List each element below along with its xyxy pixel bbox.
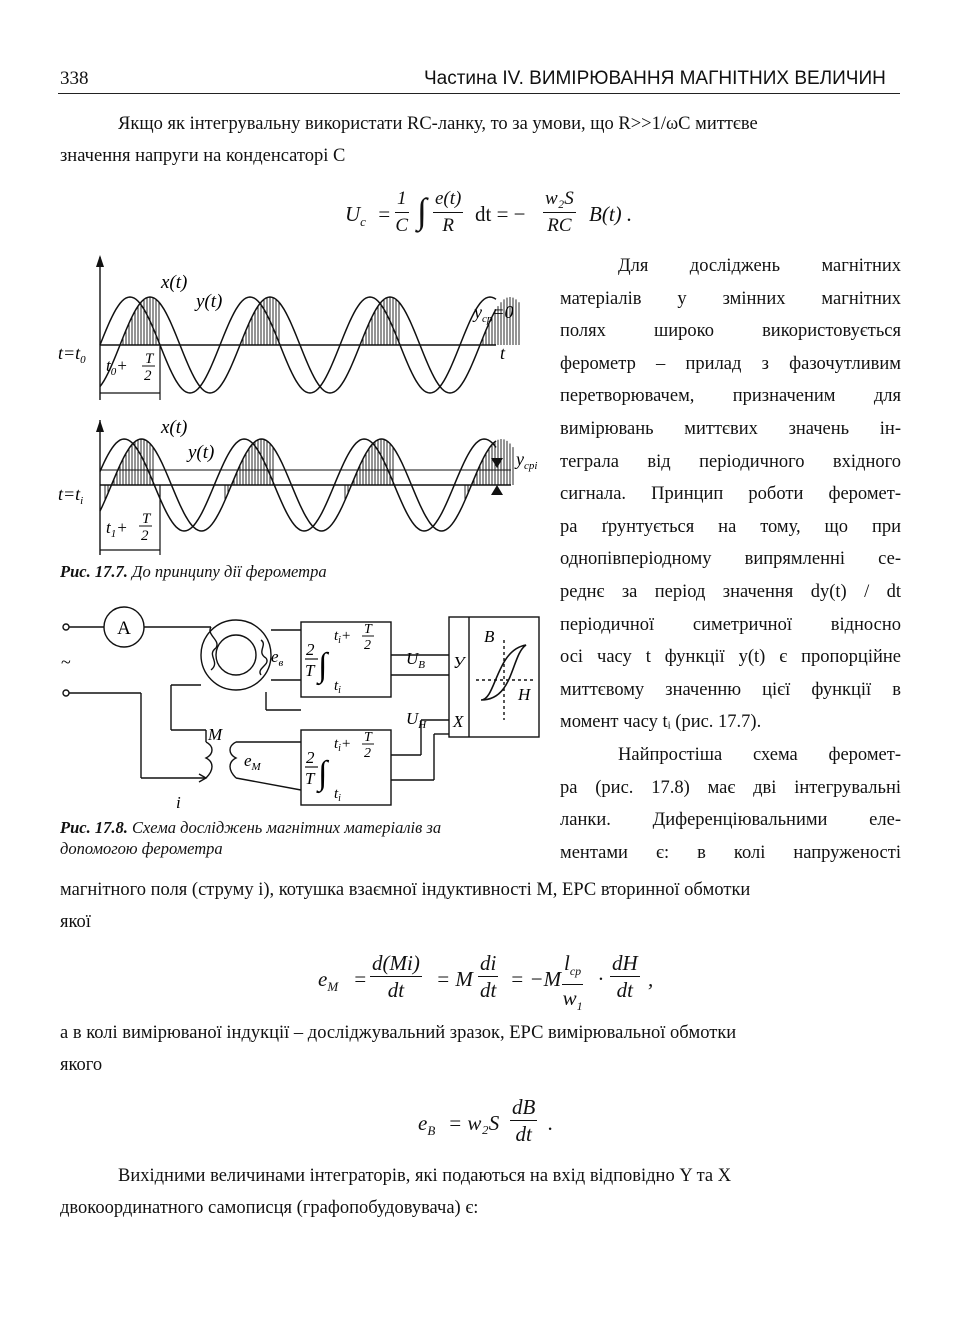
formula-uc-frac2-num: e(t)	[433, 186, 463, 213]
toroid-inner	[216, 635, 256, 675]
label-y-t-top: y(t)	[196, 291, 223, 312]
formula-uc-lhs-sub: c	[360, 214, 366, 230]
formula-em-frac3-num-sub: ср	[569, 964, 582, 979]
figure-17-8	[56, 600, 546, 815]
figure-17-8-caption-number: Рис. 17.8.	[60, 818, 128, 837]
formula-uc	[345, 186, 665, 246]
label-t-axis: t	[500, 343, 506, 363]
right-column-line: вимірювань миттєвих значень ін-	[560, 418, 901, 439]
top-int-two: 2	[364, 638, 371, 653]
formula-uc-dt: dt = −	[475, 202, 526, 226]
formula-em-frac3-den: w	[562, 986, 577, 1011]
formula-uc-rhs: B(t) .	[589, 202, 633, 226]
mid-text-line-1: а в колі вимірюваної індукції – досліджувальний зразок, ЕРС вимірювальної обмотки	[60, 1023, 737, 1043]
formula-em-frac2-den: dt	[480, 978, 497, 1002]
intro-line-1: Якщо як інтегрувальну використати RC-ланку, то за умови, що R>>1/ωC миттєве	[118, 114, 758, 134]
formula-em-frac3-den-sub: 1	[576, 999, 583, 1014]
ammeter-label: A	[117, 618, 131, 639]
closing-line-1: Вихідними величинами інтеграторів, які подаються на вхід відповідно Y та X	[118, 1166, 732, 1186]
formula-uc-frac2	[433, 186, 463, 239]
bottom-int-num: 2	[306, 748, 315, 767]
formula-em-dot: ·	[598, 967, 604, 991]
page-number: 338	[60, 68, 89, 89]
top-int-den: T	[305, 661, 315, 680]
label-h-axis: H	[518, 685, 531, 704]
label-t0-plus: $t_0+$	[106, 356, 128, 378]
formula-em-frac1-num: d(Mi)	[372, 951, 420, 975]
label-i: i	[176, 793, 181, 812]
label-t-eq-t0: $t=t_0$	[58, 343, 86, 366]
label-x-t-bottom: x(t)	[161, 417, 188, 438]
toroid-outer	[201, 620, 271, 690]
label-t-eq-ti: $t=t_і$	[58, 484, 84, 507]
figure-17-7-caption-number: Рис. 17.7.	[60, 562, 128, 581]
label-two-bottom: 2	[141, 528, 149, 544]
label-two-top: 2	[144, 368, 152, 384]
top-integral-sign: ∫	[318, 647, 328, 684]
label-y-cpi: $y_{срі}$	[516, 449, 538, 472]
closing-line-2: двокоординатного самописця (графопобудовувача) є:	[60, 1198, 479, 1218]
after-fig-line-1: магнітного поля (струму i), котушка взаємної індуктивності M, ЕРС вторинної обмотки	[60, 880, 751, 900]
formula-eb-lhs: e	[418, 1111, 428, 1135]
right-column-line: осі часу t функції y(t) є пропорційне	[560, 647, 901, 668]
right-column-text	[560, 250, 901, 869]
formula-em-eq: =	[353, 967, 368, 991]
bottom-int-upper: $t_і+$	[334, 736, 352, 754]
right-column-line: полях широко використовується	[560, 321, 901, 342]
formula-uc-frac3-num: w₂S	[543, 186, 576, 213]
formula-em-lhs: e	[318, 967, 328, 991]
right-column-line: Найпростіша схема феромет-	[618, 744, 901, 765]
top-int-lower: $t_і$	[334, 678, 341, 696]
label-e-m: $e_М$	[244, 751, 261, 773]
formula-eb-frac-num: dB	[512, 1095, 536, 1119]
right-column-line: перетворювачем, призначеним для	[560, 386, 901, 407]
formula-eb-end: .	[548, 1111, 554, 1135]
formula-uc-frac1-num: 1	[395, 186, 409, 213]
figure-17-7-caption-text: До принципу дії ферометра	[131, 562, 327, 581]
formula-eb	[418, 1094, 578, 1154]
figure-17-7-caption	[60, 561, 327, 582]
formula-uc-frac1-den: C	[395, 215, 409, 236]
figure-17-8-caption	[60, 817, 540, 859]
formula-em-frac2-num: di	[480, 951, 497, 975]
label-y-input: У	[453, 653, 465, 672]
formula-em-frac1-den: dt	[387, 978, 405, 1002]
formula-eb-frac-den: dt	[515, 1122, 532, 1146]
figure-17-7	[56, 255, 546, 575]
label-T-top: T	[145, 351, 154, 367]
figure-17-8-caption-line-1: Схема досліджень магнітних матеріалів за	[131, 818, 442, 837]
right-column-line: ментами є: в колі напруженості	[560, 842, 901, 863]
label-x-input: Х	[453, 712, 464, 731]
bottom-int-T: T	[364, 730, 372, 745]
right-column-line: ра (рис. 17.8) має дві інтегрувальні	[560, 777, 901, 798]
label-T-bottom: T	[142, 511, 151, 527]
formula-em-frac3-num: l	[564, 951, 570, 975]
formula-em-end: ,	[648, 967, 654, 991]
label-u-b: $U_В$	[406, 649, 426, 671]
formula-em-frac1	[370, 950, 422, 1003]
formula-eb-eq: = w₂S	[448, 1111, 500, 1135]
formula-em-frac2	[478, 950, 498, 1003]
bottom-int-two: 2	[364, 746, 371, 761]
formula-uc-frac1	[395, 186, 409, 239]
label-x-t-top: x(t)	[161, 272, 188, 293]
formula-eb-lhs-sub: B	[427, 1123, 436, 1139]
right-column-line: матеріалів у змінних магнітних	[560, 288, 901, 309]
label-t1-plus: $t_1+$	[106, 518, 128, 540]
bottom-int-lower: $t_і$	[334, 786, 341, 804]
figure-17-8-caption-line-2: допомогою ферометра	[60, 839, 223, 858]
right-column-line: момент часу tᵢ (рис. 17.7).	[560, 712, 762, 733]
formula-uc-frac2-den: R	[442, 215, 454, 236]
label-y-t-bottom: y(t)	[188, 442, 215, 463]
label-m: M	[208, 725, 223, 744]
bottom-integral-sign: ∫	[318, 755, 328, 792]
formula-em-frac3	[562, 950, 583, 1019]
intro-line-2: значення напруги на конденсаторі C	[60, 146, 346, 166]
right-column-line: теграла від періодичного вхідного	[560, 451, 901, 472]
right-column-line: реднє за період значення dy(t) / dt	[560, 581, 901, 602]
axis-y-top-arrow	[96, 255, 104, 267]
top-int-num: 2	[306, 640, 315, 659]
top-int-T: T	[364, 622, 372, 637]
formula-eb-frac	[510, 1094, 537, 1147]
formula-uc-frac3-den: RC	[547, 215, 572, 236]
after-fig-line-2: якої	[60, 912, 91, 932]
right-column-line: однопівперіодному випрямленні се-	[560, 549, 901, 570]
right-column-line: сигнала. Принцип роботи феромет-	[560, 484, 901, 505]
right-column-line: періодичної симетричної відносно	[560, 614, 901, 635]
right-column-line: ферометр – прилад з фазочутливим	[560, 353, 901, 374]
label-b-axis: B	[484, 627, 495, 646]
label-e-v: $e_в$	[271, 647, 284, 669]
formula-uc-frac3	[543, 186, 576, 239]
formula-em	[318, 950, 658, 1014]
top-int-upper: $t_і+$	[334, 628, 352, 646]
formula-em-mid: = M	[436, 967, 473, 991]
label-u-h: $U_Н$	[406, 709, 427, 731]
header-rule	[58, 93, 900, 94]
formula-em-frac4	[610, 950, 640, 1003]
formula-em-frac4-num: dH	[612, 951, 638, 975]
running-header: Частина IV. ВИМІРЮВАННЯ МАГНІТНИХ ВЕЛИЧИН	[424, 68, 886, 89]
bottom-int-den: T	[305, 769, 315, 788]
label-y-cp-0: $y_{ср}=0$	[474, 302, 514, 325]
y-cpi-arrow-up	[491, 485, 503, 495]
formula-em-lhs-sub: M	[327, 979, 339, 995]
axis-y-bottom-arrow	[96, 420, 104, 432]
integral-sign: ∫	[417, 191, 427, 231]
formula-uc-lhs: U	[345, 202, 361, 226]
terminal-top	[63, 624, 69, 630]
right-column-line: ра ґрунтується на тому, що при	[560, 516, 901, 537]
ac-symbol: ~	[61, 652, 71, 672]
right-column-line: миттєвому значенню цієї функції в	[560, 679, 901, 700]
formula-em-frac4-den: dt	[616, 978, 633, 1002]
formula-em-minus: = −M	[510, 967, 562, 991]
terminal-bottom	[63, 690, 69, 696]
right-column-line: ланки. Диференціювальними еле-	[560, 810, 901, 831]
right-column-line: Для досліджень магнітних	[618, 256, 901, 276]
mid-text-line-2: якого	[60, 1055, 103, 1075]
formula-uc-eq: =	[377, 202, 392, 226]
